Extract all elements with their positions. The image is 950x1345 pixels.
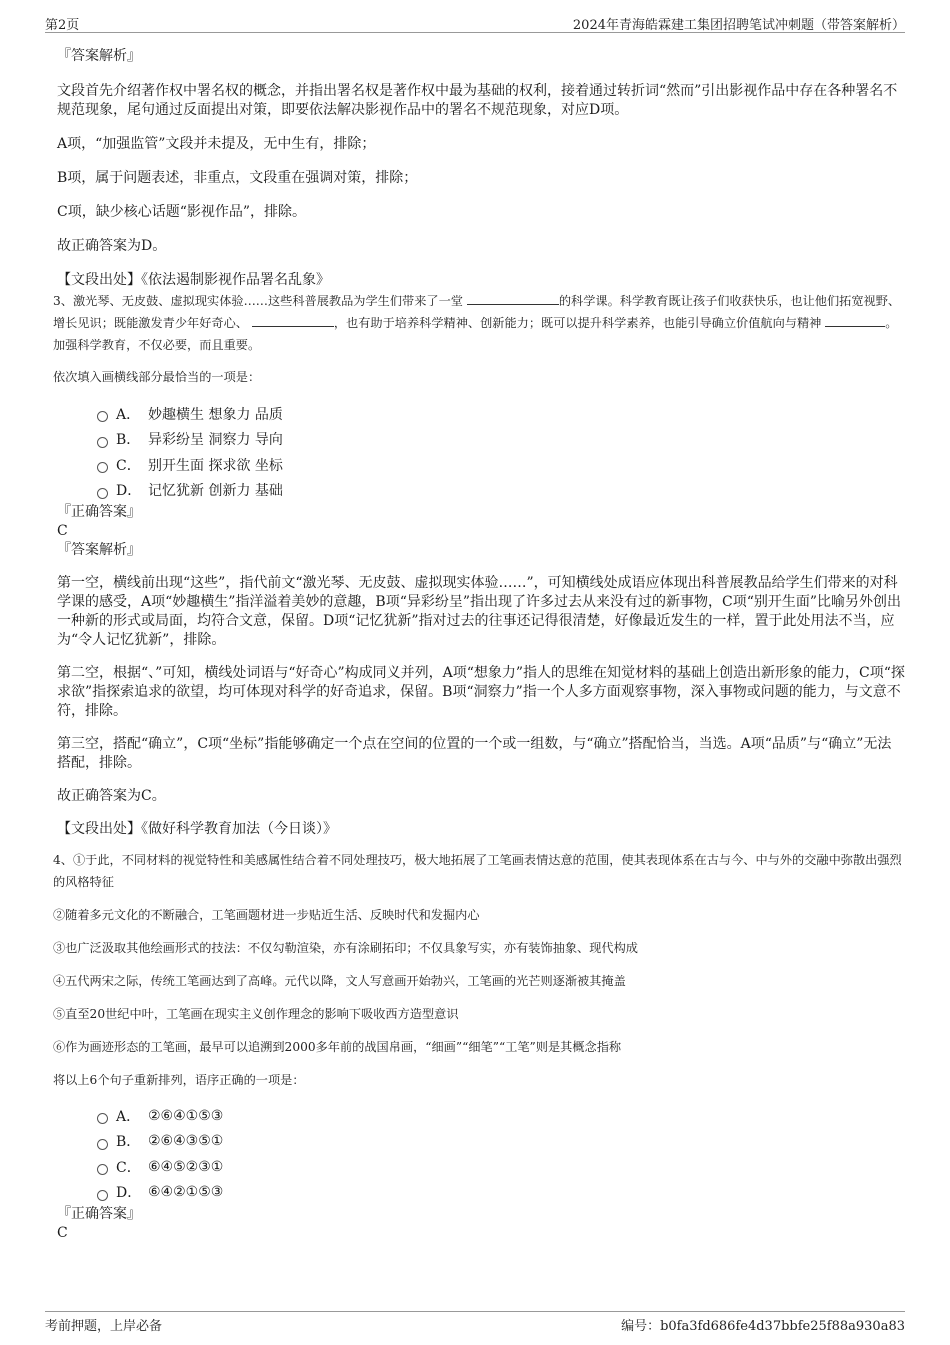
question-3-stem — [53, 290, 905, 356]
analysis-conclusion: 故正确答案为D。 — [57, 238, 167, 254]
radio-icon[interactable] — [97, 1164, 108, 1175]
analysis-paragraph: A项，“加强监管”文段并未提及，无中生有，排除； — [57, 136, 376, 152]
footer-slogan: 考前押题，上岸必备 — [45, 1319, 163, 1334]
question-4-sentence: ②随着多元文化的不断融合，工笔画题材进一步贴近生活、反映时代和发掘内心 — [53, 908, 480, 922]
radio-icon[interactable] — [97, 1113, 108, 1124]
question-4-sentence: 4、①于此，不同材料的视觉特性和美感属性结合着不同处理技巧，极大地拓展了工笔画表情达意的范围，使其表现体系在古与今、中与外的交融中弥散出强烈的风格特征 — [53, 853, 902, 889]
correct-answer-heading: 『正确答案』 — [57, 1206, 141, 1222]
source-citation: 【文段出处】《做好科学教育加法（今日谈）》 — [57, 821, 337, 837]
question-prompt: 依次填入画横线部分最恰当的一项是： — [53, 370, 261, 384]
question-text: 。加强科学教育，不仅必要，而且重要。 — [53, 316, 898, 352]
option-a[interactable] — [57, 1103, 905, 1129]
page-number: 第2页 — [45, 18, 80, 33]
radio-icon[interactable] — [97, 411, 108, 422]
question-text: 3、激光琴、无皮鼓、虚拟现实体验……这些科普展教品为学生们带来了一堂 — [53, 294, 463, 308]
option-text: ②⑥④③⑤① — [148, 1133, 224, 1150]
option-text: 记忆犹新 创新力 基础 — [148, 483, 283, 500]
analysis-heading: 『答案解析』 — [57, 542, 141, 558]
analysis-paragraph: 文段首先介绍著作权中署名权的概念，并指出署名权是著作权中最为基础的权利，接着通过转折词“然而”引出影视作品中存在各种署名不规范现象，尾句通过反面提出对策，即要依法解决影视作品中的署名不规范现象，对应D项。 — [57, 83, 898, 118]
fill-blank — [825, 313, 885, 327]
question-3-options — [57, 401, 905, 503]
option-text: ②⑥④①⑤③ — [148, 1107, 224, 1124]
question-text: ，也有助于培养科学精神、创新能力；既可以提升科学素养，也能引导确立价值航向与精神 — [333, 316, 822, 330]
correct-answer: C — [57, 523, 68, 539]
radio-icon[interactable] — [97, 1139, 108, 1150]
option-text: ⑥④⑤②③① — [148, 1158, 224, 1175]
document-id: 编号：b0fa3fd686fe4d37bbfe25f88a930a83 — [621, 1319, 905, 1334]
option-text: 妙趣横生 想象力 品质 — [148, 406, 283, 423]
question-4-options — [57, 1103, 905, 1205]
analysis-paragraph: B项，属于问题表述，非重点，文段重在强调对策，排除； — [57, 170, 418, 186]
correct-answer: C — [57, 1225, 68, 1241]
question-4-sentence: ④五代两宋之际，传统工笔画达到了高峰。元代以降，文人写意画开始勃兴，工笔画的光芒则逐渐被其掩盖 — [53, 974, 626, 988]
fill-blank — [252, 313, 334, 327]
document-title: 2024年青海皓霖建工集团招聘笔试冲刺题（带答案解析） — [572, 18, 905, 33]
radio-icon[interactable] — [97, 1190, 108, 1201]
option-a[interactable] — [57, 401, 905, 427]
question-4-sentence: ⑥作为画迹形态的工笔画，最早可以追溯到2000多年前的战国帛画，“细画”“细笔”“工笔”则是其概念指称 — [53, 1040, 622, 1054]
correct-answer-heading: 『正确答案』 — [57, 504, 141, 520]
question-4-sentence: ⑤直至20世纪中叶，工笔画在现实主义创作理念的影响下吸收西方造型意识 — [53, 1007, 459, 1021]
analysis-heading: 『答案解析』 — [57, 48, 141, 64]
option-label: D． — [116, 1185, 142, 1202]
question-4-sentence: ③也广泛汲取其他绘画形式的技法：不仅勾勒渲染，亦有涂刷拓印；不仅具象写实，亦有装饰抽象、现代构成 — [53, 941, 638, 955]
option-label: B． — [116, 432, 141, 449]
option-b[interactable] — [57, 1129, 905, 1155]
radio-icon[interactable] — [97, 488, 108, 499]
radio-icon[interactable] — [97, 437, 108, 448]
option-d[interactable] — [57, 478, 905, 504]
analysis-paragraph: 第三空，搭配“确立”，C项“坐标”指能够确定一个点在空间的位置的一个或一组数，与“确立”搭配恰当，当选。A项“品质”与“确立”无法搭配，排除。 — [57, 736, 892, 771]
page-footer — [45, 1311, 905, 1334]
page-header — [45, 12, 905, 33]
source-citation: 【文段出处】《依法遏制影视作品署名乱象》 — [57, 272, 330, 288]
option-text: ⑥④②①⑤③ — [148, 1184, 224, 1201]
option-d[interactable] — [57, 1180, 905, 1206]
fill-blank — [467, 291, 559, 305]
option-c[interactable] — [57, 452, 905, 478]
analysis-paragraph: 第一空，横线前出现“这些”，指代前文“激光琴、无皮鼓、虚拟现实体验……”，可知横线处成语应体现出科普展教品给学生们带来的对科学课的感受，A项“妙趣横生”指洋溢着美妙的意趣，B项“异彩纷呈”指出现了许多过去从来没有过的新事物，C项“别开生面”比喻另外创出一种新的形式或局面，均符合文意，保留。D项“记忆犹新”指对过去的往事还记得很清楚，好像最近发生的一样，置于此处用法不当，应为“令人记忆犹新”，排除。 — [57, 575, 902, 648]
question-text: 的科学课。科学教育既让孩子们收获快乐，也让他们拓宽视野、增长见识；既能激发青少年好奇心、 — [53, 294, 901, 330]
analysis-conclusion: 故正确答案为C。 — [57, 788, 166, 804]
option-text: 别开生面 探求欲 坐标 — [148, 457, 283, 474]
question-prompt: 将以上6个句子重新排列，语序正确的一项是： — [53, 1073, 305, 1087]
page-content — [53, 44, 905, 1243]
option-c[interactable] — [57, 1154, 905, 1180]
analysis-paragraph: 第二空，根据“、”可知，横线处词语与“好奇心”构成同义并列，A项“想象力”指人的思维在知觉材料的基础上创造出新形象的能力，C项“探求欲”指探索追求的欲望，均可体现对科学的好奇追求，保留。B项“洞察力”指一个人多方面观察事物，深入事物或问题的能力，与文意不符，排除。 — [57, 665, 905, 719]
option-label: A． — [116, 406, 141, 423]
option-label: C． — [116, 1159, 141, 1176]
option-text: 异彩纷呈 洞察力 导向 — [148, 432, 283, 449]
option-label: D． — [116, 483, 142, 500]
option-label: B． — [116, 1134, 141, 1151]
analysis-paragraph: C项，缺少核心话题“影视作品”，排除。 — [57, 204, 307, 220]
option-label: C． — [116, 457, 141, 474]
option-label: A． — [116, 1108, 141, 1125]
radio-icon[interactable] — [97, 462, 108, 473]
option-b[interactable] — [57, 427, 905, 453]
